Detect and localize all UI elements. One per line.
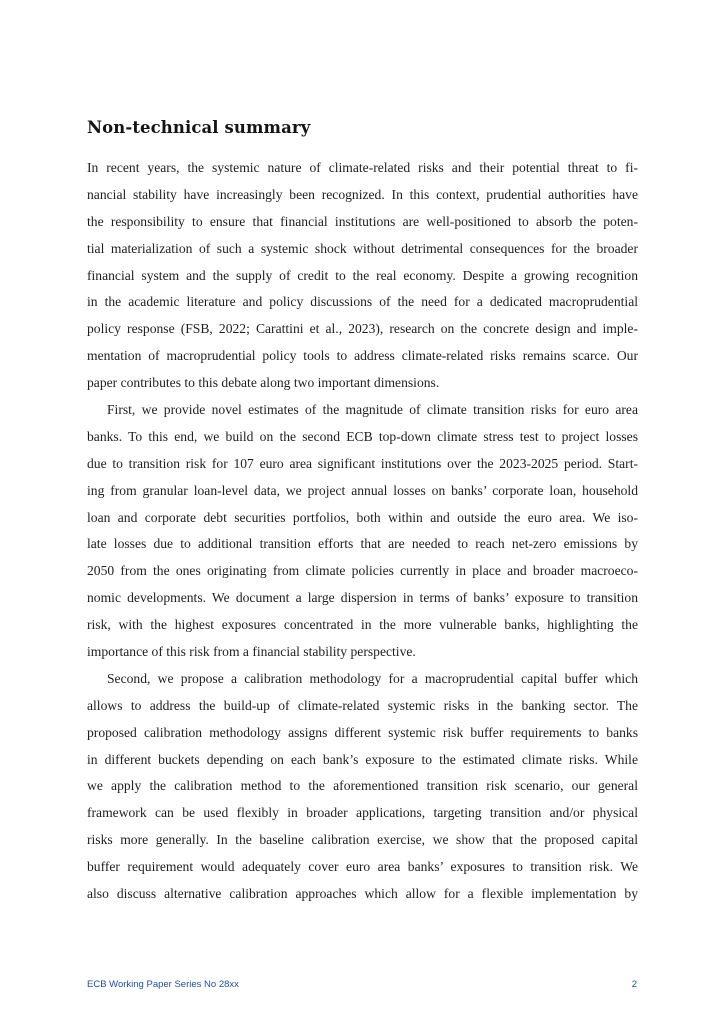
- text-line: financial system and the supply of credit to the real economy. Despite a growing recognition: [87, 267, 638, 283]
- text-line: risk, with the highest exposures concentrated in the more vulnerable banks, highlighting the: [87, 617, 638, 633]
- text-line: Second, we propose a calibration methodology for a macroprudential capital buffer which: [107, 670, 638, 686]
- text-line: we apply the calibration method to the aforementioned transition risk scenario, our general: [87, 778, 638, 794]
- text-line: banks. To this end, we build on the second ECB top-down climate stress test to project losses: [87, 428, 638, 444]
- text-line: First, we provide novel estimates of the magnitude of climate transition risks for euro area: [107, 402, 638, 418]
- text-line: also discuss alternative calibration approaches which allow for a flexible implementation by: [87, 886, 638, 902]
- text-line: importance of this risk from a financial stability perspective.: [87, 644, 416, 660]
- footer-page-number[interactable]: 2: [631, 979, 637, 990]
- text-line: paper contributes to this debate along two important dimensions.: [87, 375, 440, 391]
- text-line: allows to address the build-up of climate-related systemic risks in the banking sector. The: [87, 697, 638, 713]
- text-line: framework can be used flexibly in broader applications, targeting transition and/or physical: [87, 805, 638, 821]
- text-line: In recent years, the systemic nature of climate-related risks and their potential threat to fi-: [87, 160, 638, 175]
- text-line: in the academic literature and policy discussions of the need for a dedicated macroprudential: [87, 294, 638, 310]
- text-line: proposed calibration methodology assigns different systemic risk buffer requirements to banks: [87, 724, 638, 740]
- paragraph-2: [87, 397, 638, 666]
- text-line: tial materialization of such a systemic shock without detrimental consequences for the broader: [87, 240, 638, 256]
- text-line: late losses due to additional transition efforts that are needed to reach net-zero emissions by: [87, 536, 638, 552]
- text-line: nancial stability have increasingly been recognized. In this context, prudential authorities have: [87, 186, 638, 202]
- section-heading: Non-technical summary: [87, 118, 311, 137]
- text-line: mentation of macroprudential policy tools to address climate-related risks remains scarce. Our: [87, 348, 638, 364]
- text-line: loan and corporate debt securities portfolios, both within and outside the euro area. We iso-: [87, 509, 638, 525]
- text-line: 2050 from the ones originating from climate policies currently in place and broader macroeco-: [87, 563, 638, 579]
- text-line: policy response (FSB, 2022; Carattini et al., 2023), research on the concrete design and imple-: [87, 321, 638, 337]
- paragraph-3: [87, 666, 638, 908]
- text-line: buffer requirement would adequately cover euro area banks’ exposures to transition risk. We: [87, 859, 638, 875]
- text-line: due to transition risk for 107 euro area significant institutions over the 2023-2025 period. Start-: [87, 455, 638, 471]
- text-line: ing from granular loan-level data, we project annual losses on banks’ corporate loan, household: [87, 482, 638, 498]
- text-line: nomic developments. We document a large dispersion in terms of banks’ exposure to transition: [87, 590, 638, 606]
- text-line: risks more generally. In the baseline calibration exercise, we show that the proposed capital: [87, 832, 638, 848]
- text-line: the responsibility to ensure that financial institutions are well-positioned to absorb the poten-: [87, 213, 638, 229]
- summary-body: [87, 155, 638, 908]
- text-line: in different buckets depending on each bank’s exposure to the estimated climate risks. While: [87, 751, 638, 767]
- footer-series-link[interactable]: ECB Working Paper Series No 28xx: [87, 979, 239, 990]
- paragraph-1: [87, 155, 638, 397]
